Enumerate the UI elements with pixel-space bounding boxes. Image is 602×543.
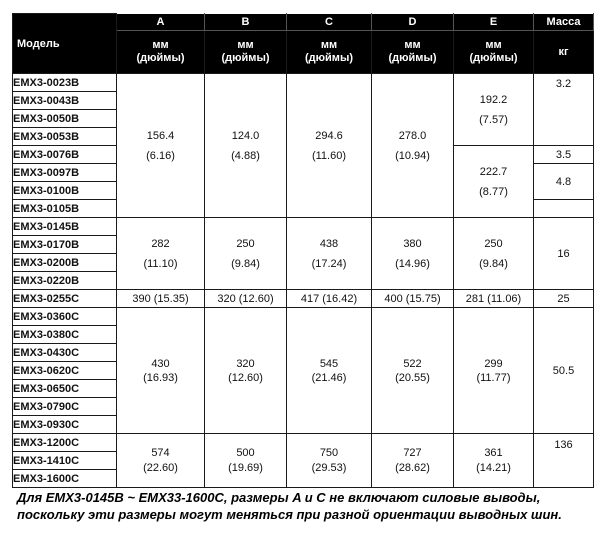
mass-cell: 3.5 [534, 146, 594, 164]
model-cell: EMX3-0650C [13, 380, 117, 398]
table-row [13, 290, 594, 308]
table-row [13, 434, 594, 452]
dim-c-cell: 294.6 (11.60) [287, 74, 372, 218]
header-col-b: B [205, 14, 287, 31]
dim-b-cell: 320 (12.60) [205, 290, 287, 308]
model-cell: EMX3-0050B [13, 110, 117, 128]
header-col-e: E [454, 14, 534, 31]
dim-c-cell: 545 (21.46) [287, 308, 372, 434]
dim-c-cell: 438 (17.24) [287, 218, 372, 290]
dim-b-cell: 320 (12.60) [205, 308, 287, 434]
unit-col-e: мм (дюймы) [454, 31, 534, 74]
unit-col-c: мм (дюймы) [287, 31, 372, 74]
model-cell: EMX3-0220B [13, 272, 117, 290]
table-row [13, 74, 594, 92]
model-cell: EMX3-0255C [13, 290, 117, 308]
model-cell: EMX3-0105B [13, 200, 117, 218]
mass-cell: 4.8 [534, 164, 594, 200]
dim-c-cell: 750 (29.53) [287, 434, 372, 488]
dim-e-cell: 250 (9.84) [454, 218, 534, 290]
table-row [13, 308, 594, 326]
model-cell: EMX3-0097B [13, 164, 117, 182]
model-cell: EMX3-0200B [13, 254, 117, 272]
model-cell: EMX3-0170B [13, 236, 117, 254]
dim-d-cell: 278.0 (10.94) [372, 74, 454, 218]
header-row-letters [13, 14, 594, 31]
unit-col-d: мм (дюймы) [372, 31, 454, 74]
model-cell: EMX3-1410C [13, 452, 117, 470]
header-col-c: C [287, 14, 372, 31]
dim-b-cell: 500 (19.69) [205, 434, 287, 488]
dim-b-cell: 124.0 (4.88) [205, 74, 287, 218]
model-cell: EMX3-1200C [13, 434, 117, 452]
model-cell: EMX3-0380C [13, 326, 117, 344]
model-cell: EMX3-0100B [13, 182, 117, 200]
dim-d-cell: 380 (14.96) [372, 218, 454, 290]
dim-d-cell: 727 (28.62) [372, 434, 454, 488]
table-row [13, 218, 594, 236]
model-cell: EMX3-0053B [13, 128, 117, 146]
model-cell: EMX3-0620C [13, 362, 117, 380]
dim-d-cell: 522 (20.55) [372, 308, 454, 434]
mass-cell: 50.5 [534, 308, 594, 434]
dim-e-cell: 361 (14.21) [454, 434, 534, 488]
model-cell: EMX3-0043B [13, 92, 117, 110]
footnote: Для EMX3-0145B ~ EMX33-1600C, размеры A и C не включают силовые выводы, поскольку эти размеры могут меняться при разной ориентации выводных шин. [17, 490, 562, 522]
model-cell: EMX3-0360C [13, 308, 117, 326]
model-cell: EMX3-0023B [13, 74, 117, 92]
header-model: Модель [13, 14, 117, 74]
dim-e-cell: 299 (11.77) [454, 308, 534, 434]
dim-a-cell: 282 (11.10) [117, 218, 205, 290]
mass-cell: 25 [534, 290, 594, 308]
dim-a-cell: 574 (22.60) [117, 434, 205, 488]
dim-a-cell: 390 (15.35) [117, 290, 205, 308]
model-cell: EMX3-0930C [13, 416, 117, 434]
model-cell: EMX3-0076B [13, 146, 117, 164]
dim-e-cell: 192.2 (7.57) [454, 74, 534, 146]
model-cell: EMX3-1600C [13, 470, 117, 488]
dim-c-cell: 417 (16.42) [287, 290, 372, 308]
unit-col-b: мм (дюймы) [205, 31, 287, 74]
mass-cell: 136 [534, 434, 594, 488]
header-col-d: D [372, 14, 454, 31]
dim-d-cell: 400 (15.75) [372, 290, 454, 308]
model-cell: EMX3-0145B [13, 218, 117, 236]
dim-a-cell: 156.4 (6.16) [117, 74, 205, 218]
model-cell: EMX3-0430C [13, 344, 117, 362]
mass-cell: 16 [534, 218, 594, 290]
dimensions-table [12, 13, 594, 488]
mass-cell: 3.2 [534, 74, 594, 146]
dim-a-cell: 430 (16.93) [117, 308, 205, 434]
unit-col-a: мм (дюймы) [117, 31, 205, 74]
dimensions-table-wrapper [12, 13, 594, 488]
dim-e-cell: 222.7 (8.77) [454, 146, 534, 218]
header-col-a: A [117, 14, 205, 31]
header-mass: Масса [534, 14, 594, 31]
model-cell: EMX3-0790C [13, 398, 117, 416]
mass-cell-empty [534, 200, 594, 218]
dim-e-cell: 281 (11.06) [454, 290, 534, 308]
unit-mass: кг [534, 31, 594, 74]
dim-b-cell: 250 (9.84) [205, 218, 287, 290]
